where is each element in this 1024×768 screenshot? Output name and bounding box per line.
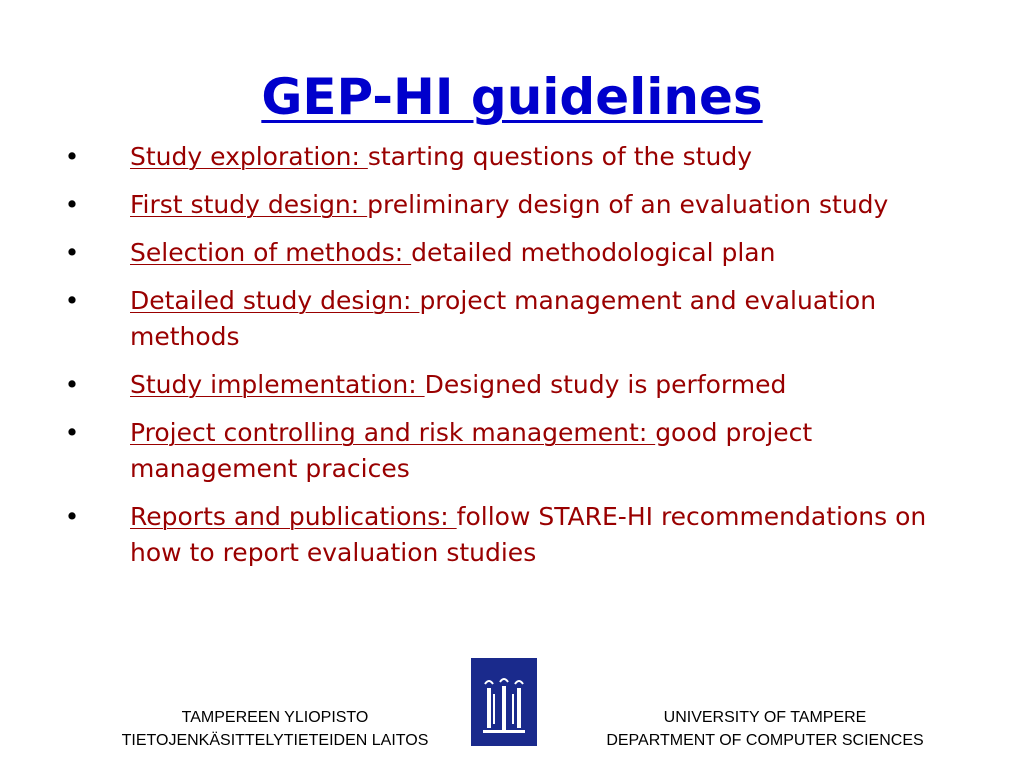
guideline-description: starting questions of the study — [367, 142, 753, 171]
guideline-description: detailed methodological plan — [411, 238, 776, 267]
guideline-description: preliminary design of an evaluation study — [367, 190, 889, 219]
guideline-item — [0, 283, 1024, 355]
slide-title: GEP-HI guidelines — [261, 68, 763, 126]
guideline-term: Study exploration: — [130, 142, 368, 171]
guideline-item — [0, 187, 1024, 223]
bullet-icon: • — [64, 286, 80, 315]
bullet-icon: • — [64, 190, 80, 219]
guideline-list — [0, 139, 1024, 583]
guideline-description: follow STARE-HI recommendations on how to report evaluation studies — [130, 502, 927, 567]
bullet-icon: • — [64, 142, 80, 171]
footer-department-fi: TIETOJENKÄSITTELYTIETEIDEN LAITOS — [121, 732, 429, 749]
guideline-item — [0, 139, 1024, 175]
guideline-description: project management and evaluation methods — [130, 286, 877, 351]
guideline-item — [0, 499, 1024, 571]
guideline-term: Detailed study design: — [130, 286, 420, 315]
footer-english-name — [560, 706, 970, 752]
university-of-tampere-logo-icon — [471, 658, 537, 746]
bullet-icon: • — [64, 418, 80, 447]
guideline-term: Selection of methods: — [130, 238, 412, 267]
bullet-icon: • — [64, 238, 80, 267]
bullet-icon: • — [64, 370, 80, 399]
guideline-term: Study implementation: — [130, 370, 425, 399]
guideline-item — [0, 235, 1024, 271]
footer-university-fi: TAMPEREEN YLIOPISTO — [181, 709, 369, 726]
guideline-item — [0, 415, 1024, 487]
guideline-term: Reports and publications: — [130, 502, 457, 531]
guideline-description: Designed study is performed — [424, 370, 787, 399]
guideline-term: Project controlling and risk management: — [130, 418, 656, 447]
bullet-icon: • — [64, 502, 80, 531]
guideline-description: good project management pracices — [130, 418, 813, 483]
guideline-item — [0, 367, 1024, 403]
footer-finnish-name — [80, 706, 470, 752]
footer-department-en: DEPARTMENT OF COMPUTER SCIENCES — [606, 732, 924, 749]
footer-university-en: UNIVERSITY OF TAMPERE — [663, 709, 867, 726]
guideline-term: First study design: — [130, 190, 368, 219]
